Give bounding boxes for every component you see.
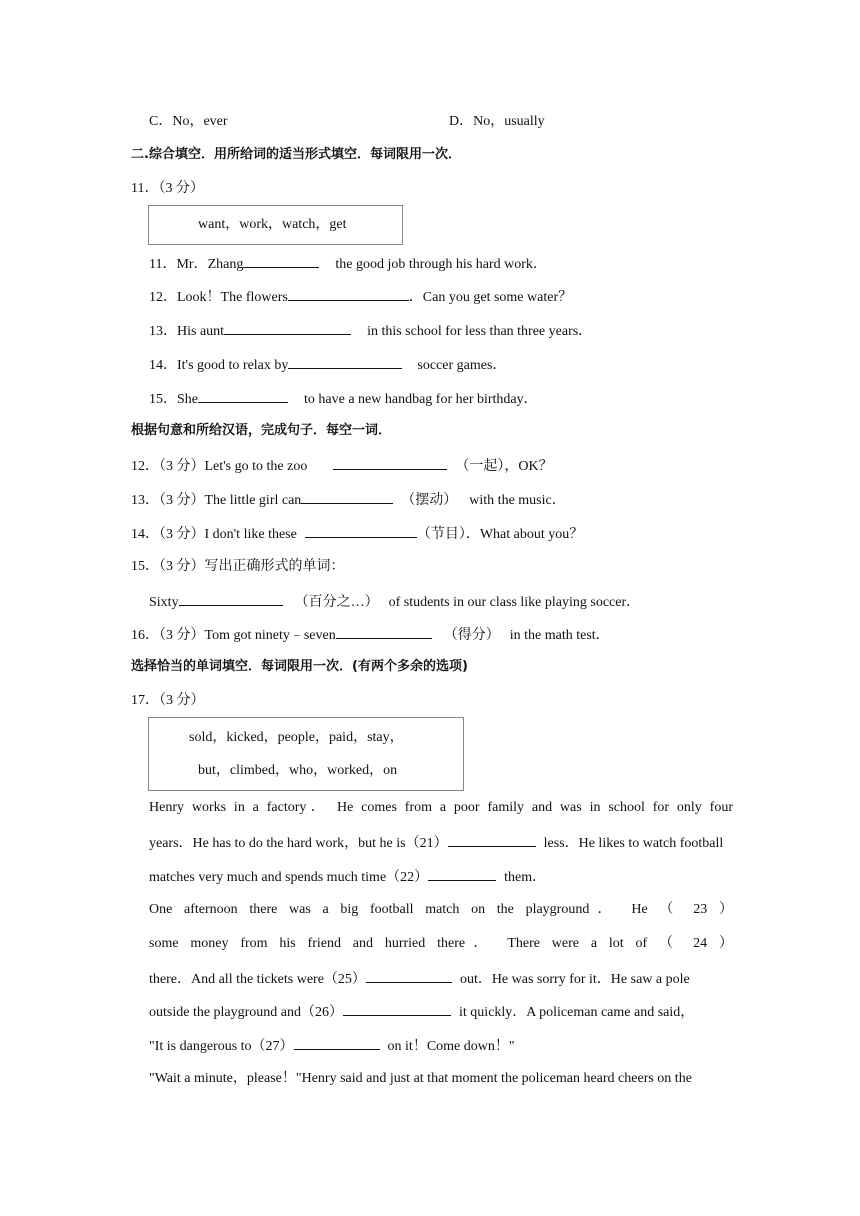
fill-item-12: 12．Look！The flowers ．Can you get some water？ bbox=[149, 286, 572, 308]
answer-blank[interactable] bbox=[336, 624, 432, 639]
answer-blank[interactable] bbox=[179, 591, 283, 606]
passage-line: some money from his friend and hurried there． There were a lot of （ 24 ） bbox=[149, 936, 733, 951]
passage-line: Henry works in a factory． He comes from a poor family and was in school for only four bbox=[149, 800, 733, 815]
passage-line: One afternoon there was a big football match on the playground． He （ 23 ） bbox=[149, 902, 733, 917]
answer-blank-21[interactable] bbox=[448, 832, 536, 847]
answer-blank-22[interactable] bbox=[428, 866, 496, 881]
answer-blank-25[interactable] bbox=[366, 968, 452, 983]
section-heading-cloze: 二.综合填空．用所给词的适当形式填空．每词限用一次． bbox=[131, 147, 461, 162]
translation-item-14: 14．（3 分）I don't like these （节目）．What about you？ bbox=[131, 523, 583, 545]
passage-line: there．And all the tickets were（25） out．He was sorry for it．He saw a pole bbox=[149, 968, 690, 990]
option-c: C．No，ever bbox=[149, 114, 228, 129]
question-17-label: 17．（3 分） bbox=[131, 693, 205, 708]
answer-blank-26[interactable] bbox=[343, 1001, 451, 1016]
question-11-label: 11．（3 分） bbox=[131, 181, 204, 196]
answer-blank-27[interactable] bbox=[294, 1035, 380, 1050]
translation-item-15-sentence: Sixty （百分之…） of students in our class like playing soccer． bbox=[149, 591, 640, 613]
word-box bbox=[148, 205, 403, 245]
section-heading-translation: 根据句意和所给汉语，完成句子．每空一词． bbox=[131, 423, 392, 438]
word-box-text: want，work，watch，get bbox=[198, 217, 347, 232]
translation-item-12: 12．（3 分）Let's go to the zoo （一起），OK？ bbox=[131, 455, 553, 477]
option-d: D．No，usually bbox=[449, 114, 545, 129]
word-box bbox=[148, 717, 464, 791]
section-heading-word-choice: 选择恰当的单词填空．每词限用一次．(有两个多余的选项) bbox=[131, 659, 468, 674]
answer-blank[interactable] bbox=[288, 354, 402, 369]
fill-item-14: 14．It's good to relax by soccer games． bbox=[149, 354, 506, 376]
translation-item-13: 13．（3 分）The little girl can （摆动） with the music． bbox=[131, 489, 566, 511]
answer-blank[interactable] bbox=[224, 320, 351, 335]
fill-item-15: 15．She to have a new handbag for her birthday． bbox=[149, 388, 538, 410]
passage-line: "Wait a minute，please！"Henry said and just at that moment the policeman heard cheers on the bbox=[149, 1071, 692, 1086]
answer-blank[interactable] bbox=[243, 253, 319, 268]
answer-blank[interactable] bbox=[288, 286, 409, 301]
passage-line: years．He has to do the hard work，but he is（21） less．He likes to watch football bbox=[149, 832, 723, 854]
passage-line: matches very much and spends much time（22） them． bbox=[149, 866, 546, 888]
answer-blank[interactable] bbox=[305, 523, 417, 538]
word-box-line-1: sold，kicked，people，paid，stay， bbox=[189, 730, 404, 745]
passage-line: "It is dangerous to（27） on it！Come down！" bbox=[149, 1035, 515, 1057]
fill-item-11: 11．Mr．Zhang the good job through his hard work． bbox=[149, 253, 547, 275]
word-box-line-2: but，climbed，who，worked，on bbox=[198, 763, 398, 778]
passage-line: outside the playground and（26） it quickly．A policeman came and said， bbox=[149, 1001, 694, 1023]
translation-item-16: 16．（3 分）Tom got ninety﹣seven （得分） in the math test． bbox=[131, 624, 610, 646]
answer-blank[interactable] bbox=[198, 388, 288, 403]
answer-blank[interactable] bbox=[333, 455, 447, 470]
answer-blank[interactable] bbox=[301, 489, 393, 504]
translation-item-15: 15．（3 分）写出正确形式的单词： bbox=[131, 559, 345, 574]
fill-item-13: 13．His aunt in this school for less than three years． bbox=[149, 320, 592, 342]
